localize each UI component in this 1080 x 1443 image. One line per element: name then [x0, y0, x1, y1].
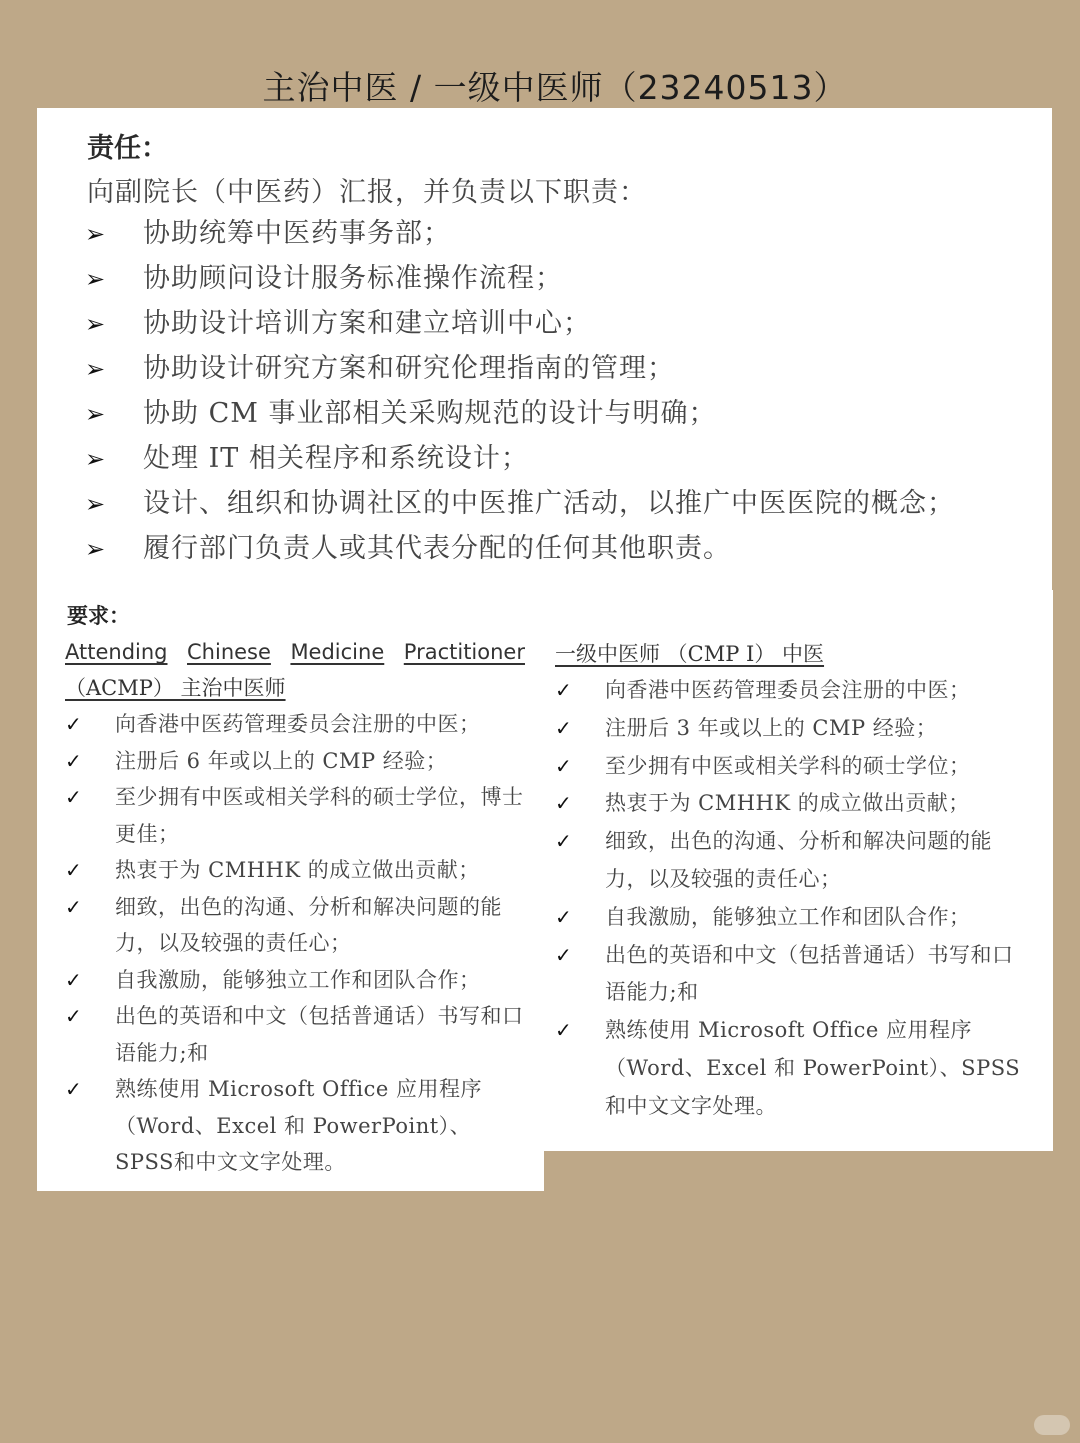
arrow-bullet-icon: ➢: [85, 310, 107, 338]
check-icon: ✓: [65, 1004, 82, 1028]
list-item: ✓ 热衷于为 CMHHK 的成立做出贡献；: [555, 785, 1033, 823]
list-item: ✓ 至少拥有中医或相关学科的硕士学位；: [555, 748, 1033, 786]
requirements-right-panel: [540, 590, 1053, 1151]
list-item: ➢ 设计、组织和协调社区的中医推广活动，以推广中医医院的概念；: [85, 481, 955, 526]
arrow-bullet-icon: ➢: [85, 400, 107, 428]
responsibilities-heading: 责任：: [87, 133, 168, 164]
watermark-badge: [1034, 1415, 1070, 1435]
responsibilities-panel: [37, 108, 1052, 592]
arrow-bullet-icon: ➢: [85, 490, 107, 518]
list-item: ✓ 出色的英语和中文（包括普通话）书写和口语能力;和: [65, 998, 525, 1071]
check-icon: ✓: [555, 904, 572, 929]
list-item: ➢ 协助设计研究方案和研究伦理指南的管理；: [85, 346, 955, 391]
cmp1-header: 一级中医师 （CMP I） 中医: [555, 642, 825, 666]
cmp1-requirements-list: [555, 672, 1033, 1126]
acmp-header-chinese: （ACMP） 主治中医师: [65, 676, 286, 700]
list-item: ✓ 熟练使用 Microsoft Office 应用程序（Word、Excel 和 PowerPoint）、SPSS和中文文字处理。: [65, 1071, 525, 1181]
list-item: ✓ 注册后 6 年或以上的 CMP 经验；: [65, 743, 525, 780]
list-item: ➢ 协助顾问设计服务标准操作流程；: [85, 256, 955, 301]
arrow-bullet-icon: ➢: [85, 445, 107, 473]
list-item: ✓ 向香港中医药管理委员会注册的中医；: [555, 672, 1033, 710]
acmp-header-english: Attending Chinese Medicine Practitioner: [65, 640, 525, 664]
list-item: ➢ 协助统筹中医药事务部；: [85, 211, 955, 256]
list-item: ✓ 注册后 3 年或以上的 CMP 经验；: [555, 710, 1033, 748]
requirements-heading: 要求：: [67, 603, 130, 628]
list-item: ➢ 协助设计培训方案和建立培训中心；: [85, 301, 955, 346]
check-icon: ✓: [555, 715, 572, 740]
list-item: ✓ 自我激励，能够独立工作和团队合作；: [65, 962, 525, 999]
check-icon: ✓: [65, 858, 82, 882]
check-icon: ✓: [555, 678, 572, 702]
check-icon: ✓: [555, 1018, 572, 1043]
check-icon: ✓: [555, 791, 572, 816]
list-item: ✓ 热衷于为 CMHHK 的成立做出贡献；: [65, 852, 525, 889]
acmp-requirements-list: [65, 706, 525, 1181]
responsibilities-list: [85, 211, 955, 571]
page-title: 主治中医 / 一级中医师（23240513）: [262, 68, 848, 107]
check-icon: ✓: [65, 967, 82, 992]
list-item: ✓ 细致，出色的沟通、分析和解决问题的能力，以及较强的责任心；: [65, 889, 525, 962]
list-item: ✓ 自我激励，能够独立工作和团队合作；: [555, 899, 1033, 937]
check-icon: ✓: [555, 753, 572, 778]
list-item: ✓ 至少拥有中医或相关学科的硕士学位，博士更佳；: [65, 779, 525, 852]
arrow-bullet-icon: ➢: [85, 355, 107, 383]
list-item: ✓ 熟练使用 Microsoft Office 应用程序（Word、Excel 和 PowerPoint）、SPSS和中文文字处理。: [555, 1012, 1033, 1125]
check-icon: ✓: [555, 829, 572, 854]
list-item: ✓ 细致，出色的沟通、分析和解决问题的能力，以及较强的责任心；: [555, 823, 1033, 899]
list-item: ➢ 处理 IT 相关程序和系统设计；: [85, 436, 955, 481]
list-item: ✓ 向香港中医药管理委员会注册的中医；: [65, 706, 525, 743]
check-icon: ✓: [65, 1077, 82, 1101]
check-icon: ✓: [555, 942, 572, 967]
list-item: ✓ 出色的英语和中文（包括普通话）书写和口语能力;和: [555, 937, 1033, 1013]
arrow-bullet-icon: ➢: [85, 220, 107, 248]
arrow-bullet-icon: ➢: [85, 535, 107, 563]
check-icon: ✓: [65, 894, 82, 919]
check-icon: ✓: [65, 712, 82, 736]
list-item: ➢ 履行部门负责人或其代表分配的任何其他职责。: [85, 526, 955, 571]
list-item: ➢ 协助 CM 事业部相关采购规范的设计与明确；: [85, 391, 955, 436]
requirements-left-panel: [37, 590, 544, 1191]
check-icon: ✓: [65, 785, 82, 809]
check-icon: ✓: [65, 748, 82, 773]
arrow-bullet-icon: ➢: [85, 265, 107, 293]
responsibilities-intro: 向副院长（中医药）汇报，并负责以下职责：: [87, 177, 647, 208]
